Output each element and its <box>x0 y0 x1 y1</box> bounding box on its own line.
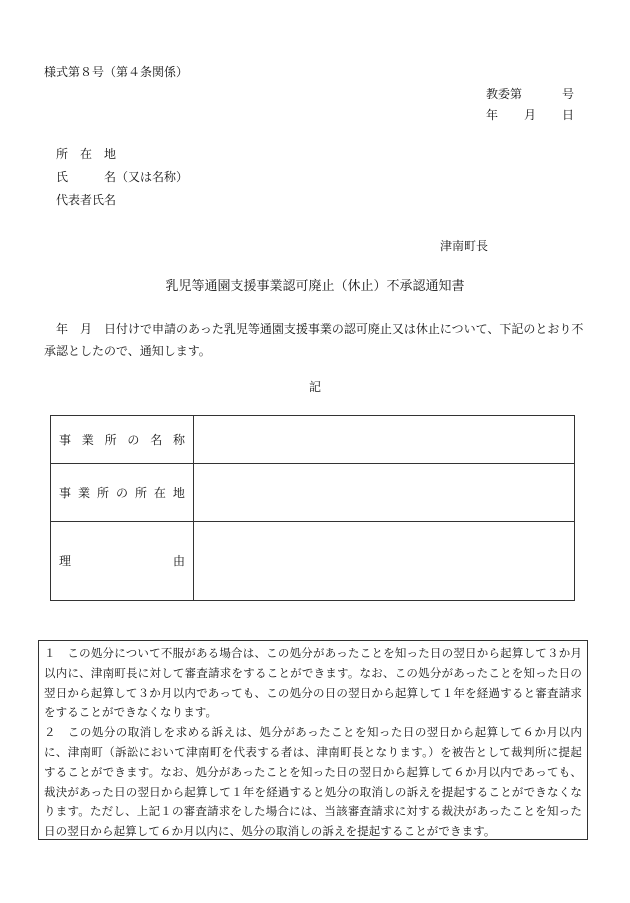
label-char: 称 <box>172 432 185 447</box>
label-char: の <box>127 432 140 447</box>
reference-number-prefix: 教委第 <box>486 87 523 101</box>
reference-number-suffix: 号 <box>562 87 575 101</box>
notice-paragraph-1: １ この処分について不服がある場合は、この処分があったことを知った日の翌日から起算して３か月以内に、津南町長に対して審査請求をすることができます。なお、この処分があったことを知った日の翌日から起算して３か月以内であっても、この処分の日の翌日から起算して１年を経過すると審査請求をすることができなくなります。 <box>44 646 582 720</box>
label-char: 名 <box>150 432 163 447</box>
value-office-location[interactable] <box>194 464 575 522</box>
label-cell <box>51 522 194 601</box>
label-char: 所 <box>134 485 147 500</box>
table-row-reason <box>51 522 575 601</box>
label-office-location <box>59 487 185 499</box>
label-char: 業 <box>81 432 94 447</box>
label-cell <box>51 464 194 522</box>
label-char: 在 <box>153 485 166 500</box>
address-char-2: 在 <box>80 147 93 161</box>
issuer: 津南町長 <box>440 239 489 253</box>
label-char: 事 <box>59 432 72 447</box>
table-row-name <box>51 416 575 464</box>
address-char-3: 地 <box>104 147 117 161</box>
info-table <box>50 415 575 601</box>
date-day: 日 <box>562 108 575 122</box>
date-year: 年 <box>486 108 499 122</box>
representative-label: 代表者氏名 <box>56 193 117 207</box>
date-month: 月 <box>524 108 537 122</box>
name-char-1: 氏 <box>56 170 69 184</box>
label-char: 所 <box>96 485 109 500</box>
value-reason[interactable] <box>194 522 575 601</box>
table-row-location <box>51 464 575 522</box>
ki-heading: 記 <box>308 380 321 394</box>
label-reason <box>59 555 185 567</box>
notice-paragraph-2: ２ この処分の取消しを求める訴えは、処分があったことを知った日の翌日から起算して６か月以内に、津南町（訴訟において津南町を代表する者は、津南町長となります。）を被告として裁判所に提起することができます。なお、処分があったことを知った日の翌日から起算して６か月以内であっても、裁決があった日の翌日から起算して１年を経過すると処分の取消しの訴えを提起することができなくなります。ただし、上記１の審査請求をした場合には、当該審査請求に対する裁決があったことを知った日の翌日から起算して６か月以内に、処分の取消しの訴えを提起することができます。 <box>44 725 582 839</box>
value-office-name[interactable] <box>194 416 575 464</box>
form-label: 様式第８号（第４条関係） <box>44 65 189 79</box>
label-char: 由 <box>172 554 185 568</box>
label-char: 業 <box>77 485 90 500</box>
label-cell <box>51 416 194 464</box>
document-title: 乳児等通園支援事業認可廃止（休止）不承認通知書 <box>165 279 465 294</box>
address-char-1: 所 <box>56 147 69 161</box>
label-char: の <box>115 485 128 500</box>
appeal-notice-box <box>38 640 588 840</box>
label-char: 所 <box>104 432 117 447</box>
label-char: 理 <box>59 554 72 568</box>
label-char: 事 <box>59 485 72 500</box>
name-rest: 名（又は名称） <box>104 170 189 184</box>
label-char: 地 <box>172 485 185 500</box>
body-text: 年 月 日付けで申請のあった乳児等通園支援事業の認可廃止又は休止について、下記のとおり不承認としたので、通知します。 <box>44 322 584 358</box>
label-office-name <box>59 434 185 446</box>
